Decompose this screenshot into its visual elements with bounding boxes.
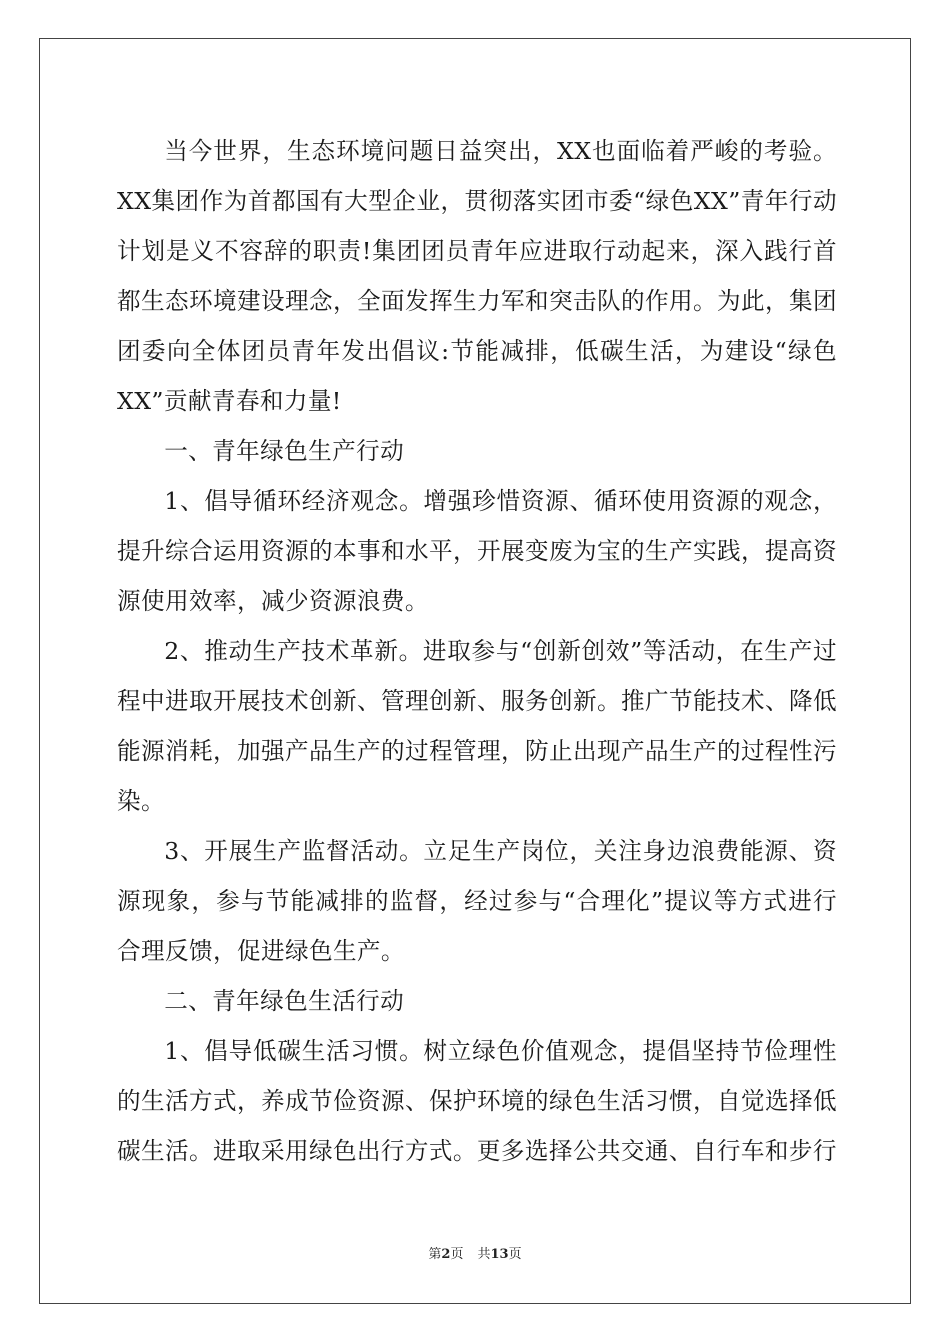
document-body xyxy=(117,126,837,1176)
paragraph-1-2: 2、推动生产技术革新。进取参与“创新创效”等活动，在生产过程中进取开展技术创新、管理创新、服务创新。推广节能技术、降低能源消耗，加强产品生产的过程管理，防止出现产品生产的过程性污染。 xyxy=(117,637,837,815)
page-number: 第2页 xyxy=(428,1247,464,1262)
paragraph-2-1: 1、倡导低碳生活习惯。树立绿色价值观念，提倡坚持节俭理性的生活方式，养成节俭资源、保护环境的绿色生活习惯，自觉选择低碳生活。进取采用绿色出行方式。更多选择公共交通、自行车和步行 xyxy=(117,1037,837,1165)
total-pages: 共13页 xyxy=(477,1247,522,1262)
section-heading-1: 一、青年绿色生产行动 xyxy=(164,437,405,465)
paragraph-intro: 当今世界，生态环境问题日益突出，XX也面临着严峻的考验。XX集团作为首都国有大型企业，贯彻落实团市委“绿色XX”青年行动计划是义不容辞的职责!集团团员青年应进取行动起来，深入践行首都生态环境建设理念，全面发挥生力军和突击队的作用。为此，集团团委向全体团员青年发出倡议:节能减排，低碳生活，为建设“绿色XX”贡献青春和力量! xyxy=(117,137,837,415)
paragraph-1-1: 1、倡导循环经济观念。增强珍惜资源、循环使用资源的观念，提升综合运用资源的本事和水平，开展变废为宝的生产实践，提高资源使用效率，减少资源浪费。 xyxy=(117,487,837,615)
page-footer xyxy=(0,1243,950,1262)
paragraph-1-3: 3、开展生产监督活动。立足生产岗位，关注身边浪费能源、资源现象，参与节能减排的监督，经过参与“合理化”提议等方式进行合理反馈，促进绿色生产。 xyxy=(117,837,837,965)
section-heading-2: 二、青年绿色生活行动 xyxy=(164,987,405,1015)
